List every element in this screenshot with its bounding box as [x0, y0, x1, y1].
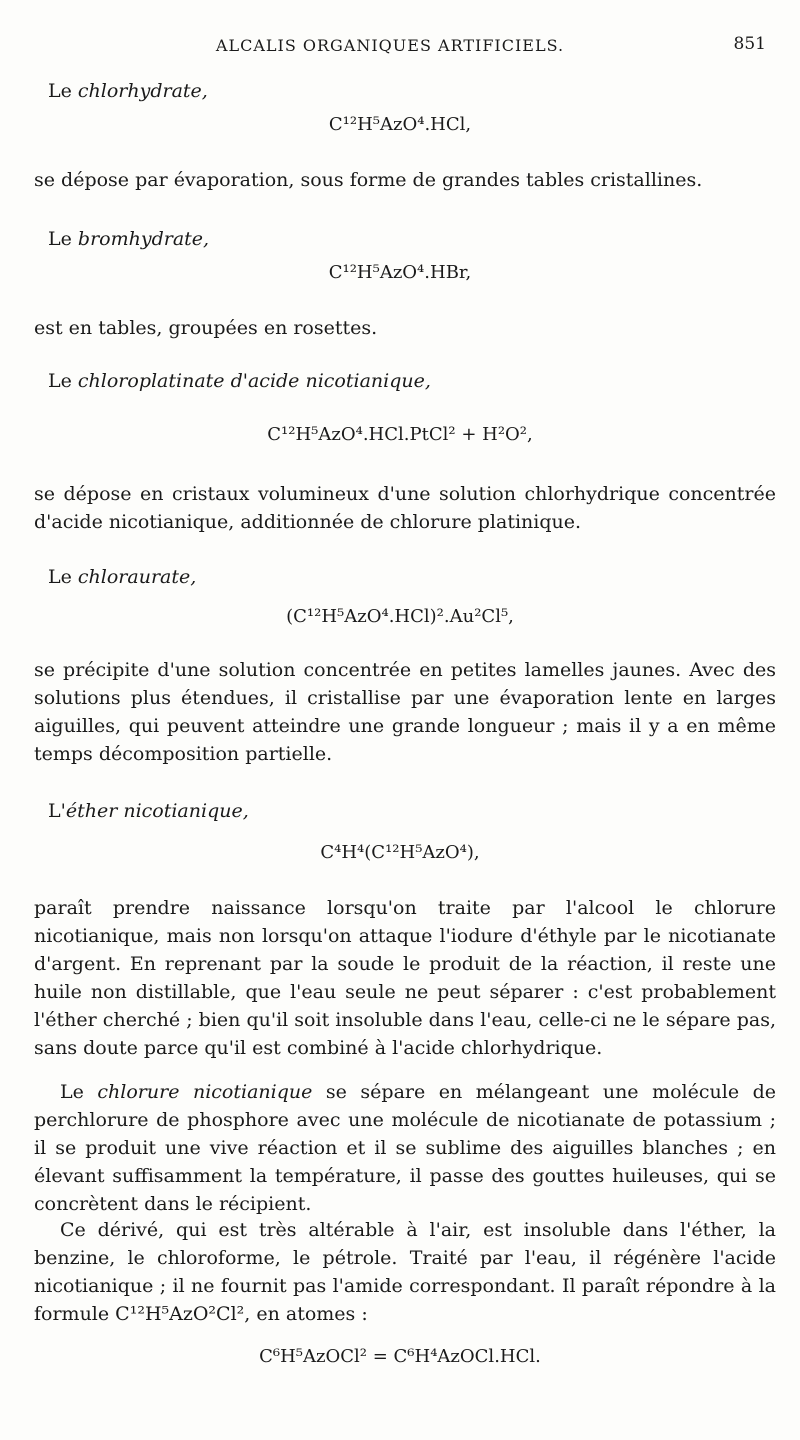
chloraurate-formula: (C¹²H⁵AzO⁴.HCl)².Au²Cl⁵,	[286, 606, 514, 627]
chloroplatinate-article: Le	[48, 370, 78, 392]
chlorure-name: chlorure nicotianique	[97, 1081, 313, 1103]
chloraurate-article: Le	[48, 566, 78, 588]
chlorure-article: Le	[60, 1081, 98, 1103]
running-header: ALCALIS ORGANIQUES ARTIFICIELS.	[215, 36, 565, 55]
derive-text: Ce dérivé, qui est très altérable à l'air, est insoluble dans l'éther, la benzine, le chloroforme, le pétrole. Traité par l'eau, il régénère l'acide nicotianique ; il ne fournit pas l'amide correspondant. Il paraît répondre à la formule C¹²H⁵AzO²Cl², en atomes :	[34, 1219, 776, 1325]
chloroplatinate-name: chloroplatinate d'acide nicotianique,	[77, 370, 431, 392]
chlorhydrate-formula: C¹²H⁵AzO⁴.HCl,	[328, 114, 472, 135]
chloroplatinate-formula: C¹²H⁵AzO⁴.HCl.PtCl² + H²O²,	[267, 424, 533, 445]
chlorhydrate-article: Le	[48, 80, 78, 102]
bromhydrate-formula: C¹²H⁵AzO⁴.HBr,	[328, 262, 472, 283]
ether-heading	[48, 800, 249, 822]
chloraurate-name: chloraurate,	[77, 566, 197, 588]
ether-article: L'	[48, 800, 66, 822]
bromhydrate-text: est en tables, groupées en rosettes.	[34, 317, 378, 339]
chloraurate-text: se précipite d'une solution concentrée en petites lamelles jaunes. Avec des solutions plus étendues, il cristallise par une évaporation lente en larges aiguilles, qui peuvent atteindre une grande longueur ; mais il y a en même temps décomposition partielle.	[34, 659, 776, 765]
ether-name: éther nicotianique,	[65, 800, 249, 822]
chlorhydrate-name: chlorhydrate,	[77, 80, 208, 102]
page-number: 851	[733, 34, 766, 54]
chlorhydrate-text: se dépose par évaporation, sous forme de grandes tables cristallines.	[34, 169, 703, 191]
chlorhydrate-heading	[48, 80, 208, 102]
ether-text: paraît prendre naissance lorsqu'on traite par l'alcool le chlorure nicotianique, mais non lorsqu'on attaque l'iodure d'éthyle par le nicotianate d'argent. En reprenant par la soude le produit de la réaction, il reste une huile non distillable, que l'eau seule ne peut séparer : c'est probablement l'éther cherché ; bien qu'il soit insoluble dans l'eau, celle-ci ne le sépare pas, sans doute parce qu'il est combiné à l'acide chlorhydrique.	[34, 897, 776, 1059]
bromhydrate-heading	[48, 228, 209, 250]
chloroplatinate-text: se dépose en cristaux volumineux d'une solution chlorhydrique concentrée d'acide nicotianique, additionnée de chlorure platinique.	[34, 483, 776, 533]
bromhydrate-name: bromhydrate,	[77, 228, 210, 250]
chloroplatinate-heading	[48, 370, 431, 392]
bromhydrate-article: Le	[48, 228, 78, 250]
derive-formula: C⁶H⁵AzOCl² = C⁶H⁴AzOCl.HCl.	[259, 1346, 541, 1367]
chlorure-paragraph	[34, 1078, 776, 1218]
ether-formula: C⁴H⁴(C¹²H⁵AzO⁴),	[320, 842, 480, 863]
chlorure-text: se sépare en mélangeant une molécule de perchlorure de phosphore avec une molécule de nicotianate de potassium ; il se produit une vive réaction et il se sublime des aiguilles blanches ; en élevant suffisamment la température, il passe des gouttes huileuses, qui se concrètent dans le récipient.	[34, 1081, 776, 1215]
chloraurate-heading	[48, 566, 196, 588]
